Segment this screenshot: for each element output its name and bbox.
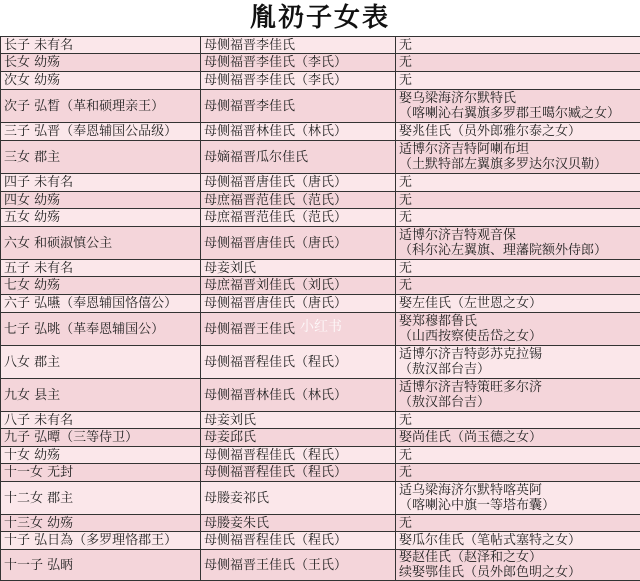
mother-cell: 母侧福晋李佳氏 [201,90,396,123]
mother-cell: 母侧福晋林佳氏（林氏） [201,379,396,412]
spouse-cell: 适博尔济吉特彭苏克拉锡 （敖汉部台吉） [396,346,640,379]
spouse-cell: 无 [396,192,640,209]
table-row [1,429,640,447]
table-row [1,141,640,174]
child-cell: 四子 未有名 [1,174,201,192]
child-cell: 十女 幼殇 [1,447,201,464]
spouse-cell: 无 [396,54,640,72]
mother-cell: 母侧福晋程佳氏（程氏） [201,532,396,550]
child-cell: 次子 弘晳（革和硕理亲王） [1,90,201,123]
spouse-cell: 娶瓜尔佳氏（笔帖式塞特之女） [396,532,640,550]
mother-cell: 母妾刘氏 [201,260,396,277]
table-title: 胤礽子女表 [0,0,640,36]
child-cell: 十一女 无封 [1,464,201,482]
child-cell: 四女 幼殇 [1,192,201,209]
table-row [1,482,640,515]
mother-cell: 母媵妾祁氏 [201,482,396,515]
child-cell: 十一子 弘昞 [1,550,201,581]
table-row [1,295,640,313]
mother-cell: 母侧福晋李佳氏（李氏） [201,54,396,72]
table-row [1,464,640,482]
mother-cell: 母嫡福晋瓜尔佳氏 [201,141,396,174]
children-table [0,36,640,581]
child-cell: 九女 县主 [1,379,201,412]
spouse-cell: 娶兆佳氏（员外郎雅尔泰之女） [396,123,640,141]
mother-cell: 母庶福晋范佳氏（范氏） [201,192,396,209]
table-row [1,37,640,54]
spouse-cell: 无 [396,72,640,90]
mother-cell: 母侧福晋李佳氏 [201,37,396,54]
mother-cell: 母侧福晋王佳氏 [201,313,396,346]
child-cell: 十三女 幼殇 [1,515,201,532]
child-cell: 八子 未有名 [1,412,201,429]
mother-cell: 母侧福晋程佳氏（程氏） [201,447,396,464]
child-cell: 五女 幼殇 [1,209,201,227]
mother-cell: 母媵妾朱氏 [201,515,396,532]
spouse-cell: 无 [396,447,640,464]
table-row [1,412,640,429]
child-cell: 长子 未有名 [1,37,201,54]
spouse-cell: 无 [396,515,640,532]
spouse-cell: 娶左佳氏（左世恩之女） [396,295,640,313]
spouse-cell: 无 [396,277,640,295]
spouse-cell: 适博尔济吉特观音保 （科尔沁左翼旗、理藩院额外侍郎） [396,227,640,260]
table-row [1,192,640,209]
mother-cell: 母侧福晋李佳氏（李氏） [201,72,396,90]
table-row [1,123,640,141]
spouse-cell: 无 [396,464,640,482]
table-row [1,277,640,295]
table-row [1,447,640,464]
mother-cell: 母妾刘氏 [201,412,396,429]
child-cell: 次女 幼殇 [1,72,201,90]
table-row [1,515,640,532]
table-row [1,227,640,260]
table-row [1,260,640,277]
table-row [1,209,640,227]
mother-cell: 母侧福晋唐佳氏（唐氏） [201,227,396,260]
child-cell: 五子 未有名 [1,260,201,277]
spouse-cell: 无 [396,412,640,429]
mother-cell: 母侧福晋程佳氏（程氏） [201,346,396,379]
table-row [1,54,640,72]
mother-cell: 母庶福晋刘佳氏（刘氏） [201,277,396,295]
mother-cell: 母侧福晋唐佳氏（唐氏） [201,295,396,313]
child-cell: 十二女 郡主 [1,482,201,515]
child-cell: 六子 弘曣（奉恩辅国恪僖公） [1,295,201,313]
table-row [1,72,640,90]
spouse-cell: 娶郑穆都鲁氏 （山西按察使岳岱之女） [396,313,640,346]
spouse-cell: 适博尔济吉特策旺多尔济 （敖汉部台吉） [396,379,640,412]
table-body [1,37,640,581]
table-row [1,174,640,192]
mother-cell: 母妾邱氏 [201,429,396,447]
spouse-cell: 无 [396,209,640,227]
spouse-cell: 无 [396,37,640,54]
child-cell: 七女 幼殇 [1,277,201,295]
child-cell: 十子 弘日為（多罗理恪郡王） [1,532,201,550]
spouse-cell: 适博尔济吉特阿喇布坦 （土默特部左翼旗多罗达尔汉贝勒） [396,141,640,174]
mother-cell: 母侧福晋林佳氏（林氏） [201,123,396,141]
child-cell: 九子 弘曋（三等侍卫） [1,429,201,447]
watermark: 小红书 [300,316,342,336]
spouse-cell: 娶乌梁海济尔默特氏 （喀喇沁右翼旗多罗郡王噶尔臧之女） [396,90,640,123]
child-cell: 七子 弘晀（革奉恩辅国公） [1,313,201,346]
child-cell: 三女 郡主 [1,141,201,174]
child-cell: 长女 幼殇 [1,54,201,72]
mother-cell: 母侧福晋王佳氏（王氏） [201,550,396,581]
table-row [1,90,640,123]
table-row [1,379,640,412]
table-row [1,346,640,379]
child-cell: 六女 和硕淑慎公主 [1,227,201,260]
spouse-cell: 无 [396,260,640,277]
child-cell: 八女 郡主 [1,346,201,379]
mother-cell: 母侧福晋程佳氏（程氏） [201,464,396,482]
spouse-cell: 无 [396,174,640,192]
mother-cell: 母庶福晋范佳氏（范氏） [201,209,396,227]
table-row [1,532,640,550]
spouse-cell: 娶尚佳氏（尚玉德之女） [396,429,640,447]
child-cell: 三子 弘晋（奉恩辅国公品级） [1,123,201,141]
mother-cell: 母侧福晋唐佳氏（唐氏） [201,174,396,192]
spouse-cell: 适乌梁海济尔默特喀英阿 （喀喇沁中旗一等塔布囊） [396,482,640,515]
spouse-cell: 娶赵佳氏（赵泽和之女） 续娶鄂佳氏（员外郎色明之女） [396,550,640,581]
